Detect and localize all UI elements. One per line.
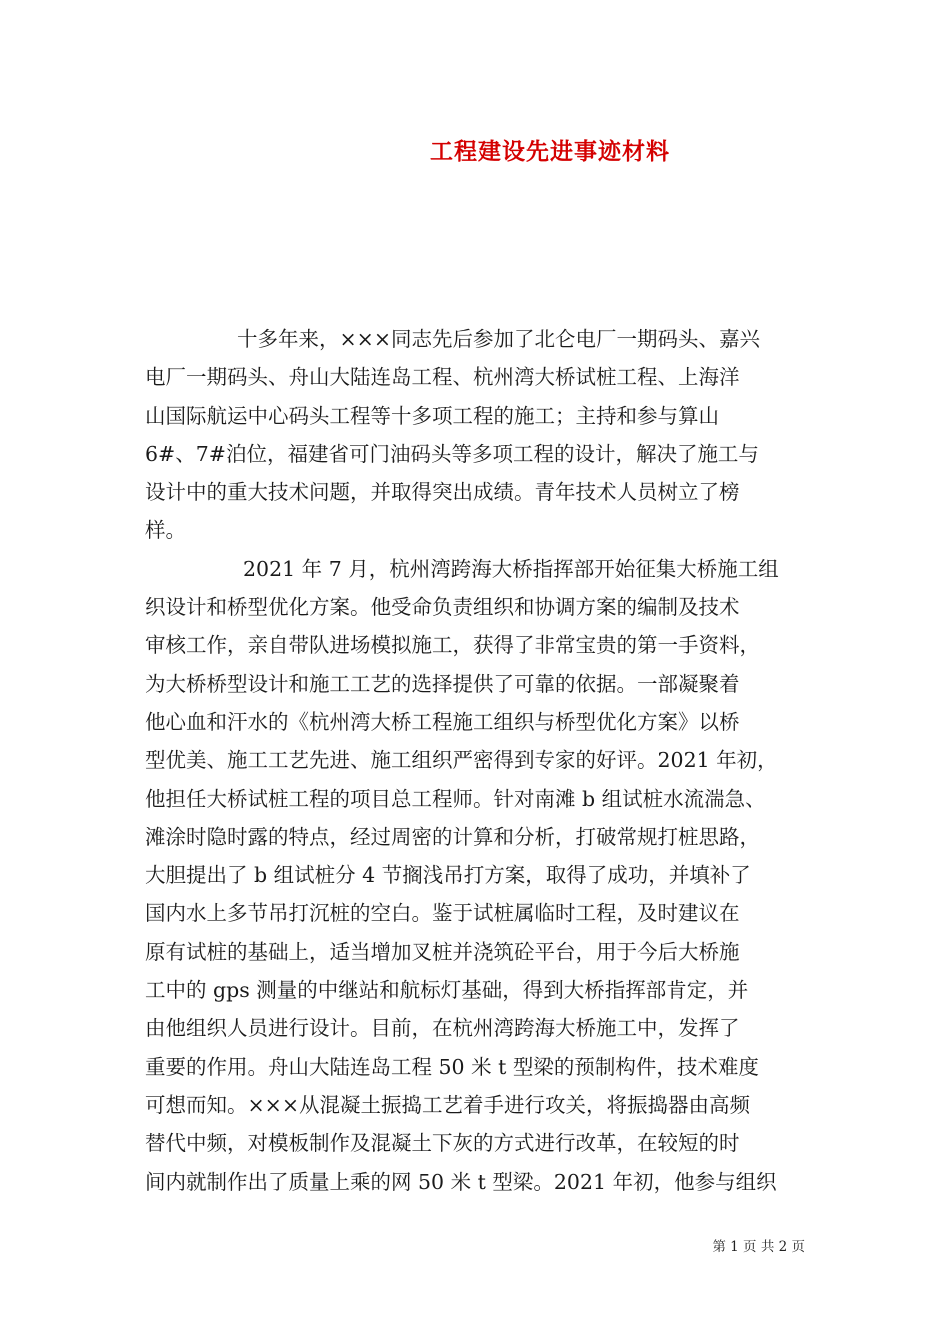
paragraph-2-line: 滩涂时隐时露的特点，经过周密的计算和分析，打破常规打桩思路， [145,824,760,849]
paragraph-2-line: 大胆提出了 b 组试桩分 4 节搁浅吊打方案，取得了成功，并填补了 [145,863,751,888]
paragraph-2-line: 型优美、施工工艺先进、施工组织严密得到专家的好评。2021 年初， [145,748,778,773]
paragraph-2-line: 间内就制作出了质量上乘的网 50 米 t 型梁。2021 年初，他参与组织 [145,1169,777,1194]
paragraph-2-line: 审核工作，亲自带队进场模拟施工，获得了非常宝贵的第一手资料， [145,633,760,658]
document-body [145,320,805,1201]
paragraph-2-line: 原有试桩的基础上，适当增加叉桩并浇筑砼平台，用于今后大桥施 [145,939,740,964]
paragraph-2-line: 可想而知。×××从混凝土振捣工艺着手进行攻关，将振捣器由高频 [145,1092,751,1117]
paragraph-2-line: 织设计和桥型优化方案。他受命负责组织和协调方案的编制及技术 [145,595,740,620]
paragraph-2-line: 工中的 gps 测量的中继站和航标灯基础，得到大桥指挥部肯定，并 [145,978,749,1003]
paragraph-1-line: 设计中的重大技术问题，并取得突出成绩。青年技术人员树立了榜 [145,480,740,505]
paragraph-2-line: 他心血和汗水的《杭州湾大桥工程施工组织与桥型优化方案》以桥 [145,709,740,734]
paragraph-1-line: 山国际航运中心码头工程等十多项工程的施工；主持和参与算山 [145,403,719,428]
paragraph-1-line: 十多年来，×××同志先后参加了北仑电厂一期码头、嘉兴 [237,327,761,351]
paragraph-2-line: 为大桥桥型设计和施工工艺的选择提供了可靠的依据。一部凝聚着 [145,671,740,696]
paragraph-2-line: 2021 年 7 月，杭州湾跨海大桥指挥部开始征集大桥施工组 [243,556,779,581]
paragraph-2-line: 国内水上多节吊打沉桩的空白。鉴于试桩属临时工程，及时建议在 [145,901,740,926]
paragraph-2-line: 重要的作用。舟山大陆连岛工程 50 米 t 型梁的预制构件，技术难度 [145,1054,759,1079]
document-title: 工程建设先进事迹材料 [430,138,670,165]
paragraph-2-line: 替代中频，对模板制作及混凝土下灰的方式进行改革，在较短的时 [145,1131,740,1156]
paragraph-1-line: 电厂一期码头、舟山大陆连岛工程、杭州湾大桥试桩工程、上海洋 [145,365,740,390]
paragraph-2-line: 他担任大桥试桩工程的项目总工程师。针对南滩 b 组试桩水流湍急、 [145,786,766,811]
page-number: 第 1 页 共 2 页 [712,1239,805,1255]
paragraph-1-line: 样。 [145,518,186,543]
paragraph-1-line: 6#、7#泊位，福建省可门油码头等多项工程的设计，解决了施工与 [145,441,759,466]
paragraph-2-line: 由他组织人员进行设计。目前，在杭州湾跨海大桥施工中，发挥了 [145,1016,740,1041]
